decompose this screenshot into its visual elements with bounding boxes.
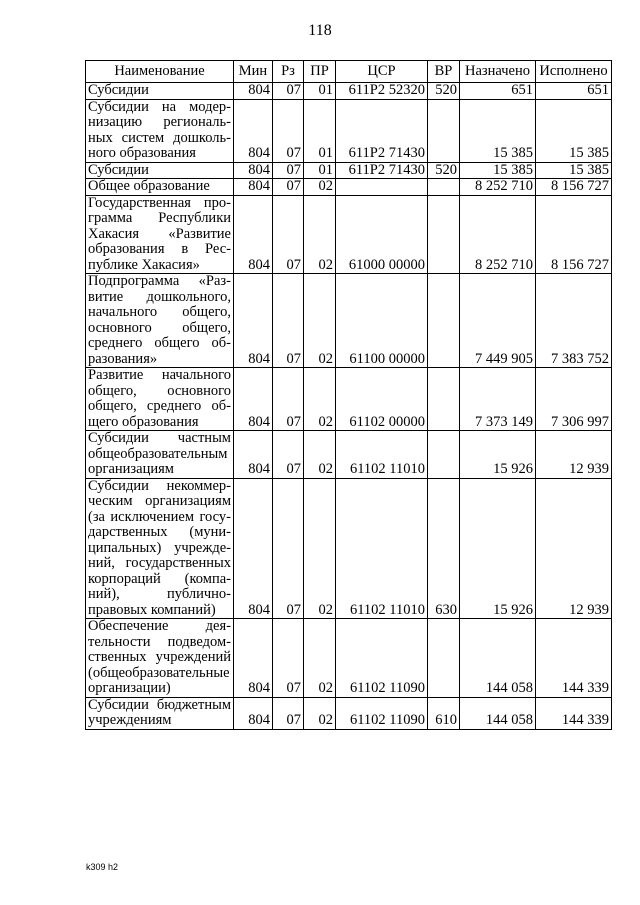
min-cell: 804 [234, 619, 273, 698]
header-assigned: Назначено [460, 61, 536, 83]
executed-cell: 7 306 997 [536, 368, 612, 431]
header-executed: Исполнено [536, 61, 612, 83]
header-csr: ЦСР [336, 61, 428, 83]
csr-cell: 611P2 52320 [336, 83, 428, 100]
min-cell: 804 [234, 179, 273, 196]
assigned-cell: 8 252 710 [460, 179, 536, 196]
name-cell: Общее образование [86, 179, 234, 196]
executed-cell: 12 939 [536, 478, 612, 619]
rz-cell: 07 [273, 179, 304, 196]
executed-cell: 651 [536, 83, 612, 100]
name-cell: Государственная программа Республики Хакасия «Развитие образования в Республике Хакасия» [86, 195, 234, 274]
csr-cell: 61102 11010 [336, 478, 428, 619]
header-rz: Рз [273, 61, 304, 83]
budget-table [85, 60, 612, 730]
rz-cell: 07 [273, 368, 304, 431]
executed-cell: 15 385 [536, 162, 612, 179]
min-cell: 804 [234, 697, 273, 729]
assigned-cell: 8 252 710 [460, 195, 536, 274]
assigned-cell: 651 [460, 83, 536, 100]
rz-cell: 07 [273, 195, 304, 274]
assigned-cell: 7 373 149 [460, 368, 536, 431]
executed-cell: 12 939 [536, 431, 612, 479]
rz-cell: 07 [273, 274, 304, 368]
executed-cell: 8 156 727 [536, 195, 612, 274]
csr-cell: 611P2 71430 [336, 99, 428, 162]
vr-cell: 520 [428, 162, 460, 179]
csr-cell [336, 179, 428, 196]
vr-cell [428, 431, 460, 479]
pr-cell: 02 [304, 179, 336, 196]
rz-cell: 07 [273, 162, 304, 179]
executed-cell: 144 339 [536, 697, 612, 729]
executed-cell: 7 383 752 [536, 274, 612, 368]
table-row [86, 162, 612, 179]
name-cell: Субсидии бюджетным учреждениям [86, 697, 234, 729]
executed-cell: 15 385 [536, 99, 612, 162]
header-pr: ПР [304, 61, 336, 83]
vr-cell: 520 [428, 83, 460, 100]
footer-code: k309 h2 [86, 862, 119, 872]
pr-cell: 02 [304, 431, 336, 479]
vr-cell [428, 99, 460, 162]
name-cell: Развитие начального общего, основного общего, среднего общего образования [86, 368, 234, 431]
min-cell: 804 [234, 274, 273, 368]
assigned-cell: 15 926 [460, 478, 536, 619]
vr-cell: 630 [428, 478, 460, 619]
executed-cell: 8 156 727 [536, 179, 612, 196]
min-cell: 804 [234, 431, 273, 479]
min-cell: 804 [234, 99, 273, 162]
min-cell: 804 [234, 368, 273, 431]
name-cell: Субсидии некоммерческим организациям (за исключением государственных (муниципальных) учреждений, государственных корпораций (компаний), публично-правовых компаний) [86, 478, 234, 619]
vr-cell [428, 368, 460, 431]
vr-cell: 610 [428, 697, 460, 729]
name-cell: Субсидии на модернизацию региональных систем дошкольного образования [86, 99, 234, 162]
header-name: Наименование [86, 61, 234, 83]
table-row [86, 368, 612, 431]
pr-cell: 01 [304, 162, 336, 179]
assigned-cell: 15 926 [460, 431, 536, 479]
assigned-cell: 15 385 [460, 162, 536, 179]
assigned-cell: 144 058 [460, 619, 536, 698]
table-row [86, 478, 612, 619]
table-row [86, 619, 612, 698]
vr-cell [428, 179, 460, 196]
pr-cell: 02 [304, 274, 336, 368]
rz-cell: 07 [273, 697, 304, 729]
rz-cell: 07 [273, 83, 304, 100]
pr-cell: 02 [304, 195, 336, 274]
vr-cell [428, 619, 460, 698]
table-row [86, 697, 612, 729]
table-row [86, 431, 612, 479]
name-cell: Субсидии частным общеобразовательным организациям [86, 431, 234, 479]
table-body [86, 83, 612, 730]
table-row [86, 195, 612, 274]
min-cell: 804 [234, 478, 273, 619]
csr-cell: 61000 00000 [336, 195, 428, 274]
name-cell: Субсидии [86, 83, 234, 100]
name-cell: Подпрограмма «Развитие дошкольного, начального общего, основного общего, среднего общего образования» [86, 274, 234, 368]
assigned-cell: 144 058 [460, 697, 536, 729]
assigned-cell: 15 385 [460, 99, 536, 162]
csr-cell: 61102 11090 [336, 697, 428, 729]
table-row [86, 274, 612, 368]
csr-cell: 61102 00000 [336, 368, 428, 431]
pr-cell: 02 [304, 478, 336, 619]
csr-cell: 61100 00000 [336, 274, 428, 368]
name-cell: Субсидии [86, 162, 234, 179]
page-number: 118 [308, 22, 332, 39]
min-cell: 804 [234, 195, 273, 274]
rz-cell: 07 [273, 431, 304, 479]
table-row [86, 83, 612, 100]
rz-cell: 07 [273, 478, 304, 619]
min-cell: 804 [234, 162, 273, 179]
table-row [86, 99, 612, 162]
table-row [86, 179, 612, 196]
pr-cell: 02 [304, 368, 336, 431]
assigned-cell: 7 449 905 [460, 274, 536, 368]
pr-cell: 02 [304, 697, 336, 729]
rz-cell: 07 [273, 619, 304, 698]
pr-cell: 02 [304, 619, 336, 698]
header-vr: ВР [428, 61, 460, 83]
vr-cell [428, 195, 460, 274]
table-header-row [86, 61, 612, 83]
csr-cell: 61102 11090 [336, 619, 428, 698]
name-cell: Обеспечение деятельности подведомственных учреждений (общеобразовательные организации) [86, 619, 234, 698]
vr-cell [428, 274, 460, 368]
executed-cell: 144 339 [536, 619, 612, 698]
csr-cell: 611P2 71430 [336, 162, 428, 179]
header-min: Мин [234, 61, 273, 83]
rz-cell: 07 [273, 99, 304, 162]
pr-cell: 01 [304, 83, 336, 100]
pr-cell: 01 [304, 99, 336, 162]
min-cell: 804 [234, 83, 273, 100]
csr-cell: 61102 11010 [336, 431, 428, 479]
